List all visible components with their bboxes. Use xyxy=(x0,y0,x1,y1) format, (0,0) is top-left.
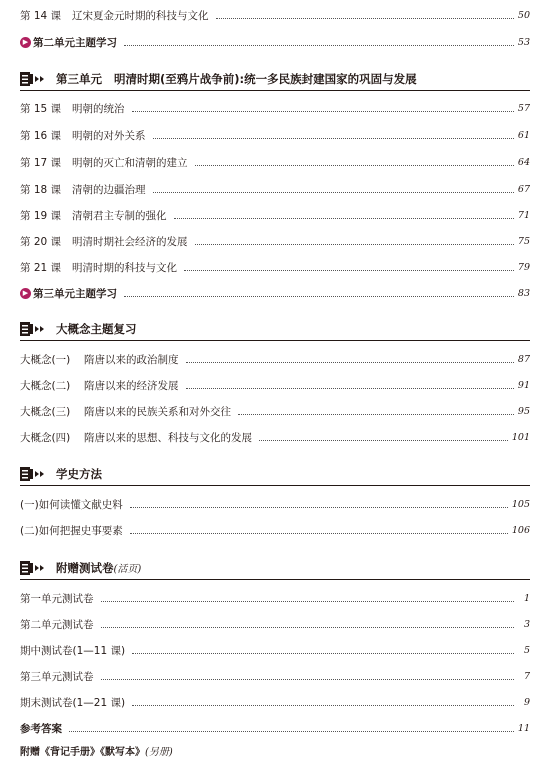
toc-entry-title xyxy=(20,208,170,223)
toc-entry-title xyxy=(20,128,149,143)
toc-row-big-concept-2[interactable] xyxy=(20,376,530,394)
page-number: 101 xyxy=(511,431,530,443)
toc-entry-title: (一)如何读懂文献史料 xyxy=(20,498,123,511)
toc-entry-title xyxy=(20,35,120,50)
page-number: 3 xyxy=(523,618,530,630)
page-number: 64 xyxy=(517,156,530,168)
toc-entry-title xyxy=(20,352,182,367)
toc-entry-title: 第二单元测试卷 xyxy=(20,618,94,631)
lesson-number: 第 18 课 xyxy=(20,183,62,196)
concept-number: 大概念(三) xyxy=(20,405,71,418)
concept-number: 大概念(二) xyxy=(20,379,71,392)
dot-leader xyxy=(238,413,514,415)
lesson-number: 第 19 课 xyxy=(20,209,62,222)
section-title xyxy=(56,71,417,87)
dot-leader xyxy=(101,600,515,602)
section-title: 大概念主题复习 xyxy=(56,322,137,336)
page-number: 7 xyxy=(523,670,530,682)
lesson-title: 明清时期的科技与文化 xyxy=(72,261,177,274)
review-arrow-icon: ▶ xyxy=(20,37,31,48)
lesson-number: 第 21 课 xyxy=(20,261,62,274)
dot-leader xyxy=(174,217,514,219)
toc-row-unit3-review[interactable] xyxy=(20,284,530,302)
dot-leader xyxy=(132,652,514,654)
supplement-text: 附赠《背记手册》《默写本》 xyxy=(20,747,145,758)
toc-entry-title: 期末测试卷(1—21 课) xyxy=(20,696,126,709)
concept-number: 大概念(一) xyxy=(20,353,71,366)
page-number: 9 xyxy=(523,696,530,708)
dot-leader xyxy=(186,361,514,363)
toc-entry-title xyxy=(20,260,180,275)
lesson-title: 明朝的灭亡和清朝的建立 xyxy=(72,156,188,169)
toc-row-test-2[interactable] xyxy=(20,615,530,633)
book-arrow-icon xyxy=(20,560,46,576)
book-arrow-icon xyxy=(20,71,46,87)
lesson-title: 明朝的对外关系 xyxy=(72,129,146,142)
page-number: 67 xyxy=(517,183,530,195)
page-number: 50 xyxy=(517,9,530,21)
toc-row-big-concept-1[interactable] xyxy=(20,350,530,368)
toc-row-lesson-20[interactable] xyxy=(20,232,530,250)
dot-leader xyxy=(132,110,514,112)
toc-entry-title xyxy=(20,101,128,116)
toc-entry-title xyxy=(20,155,191,170)
book-arrow-icon xyxy=(20,321,46,337)
toc-entry-title xyxy=(20,286,120,301)
section-header-unit3 xyxy=(20,68,530,91)
toc-entry-title: 参考答案 xyxy=(20,722,62,735)
concept-title: 隋唐以来的民族关系和对外交往 xyxy=(84,405,231,418)
concept-number: 大概念(四) xyxy=(20,431,71,444)
toc-entry-title xyxy=(20,234,191,249)
concept-title: 隋唐以来的思想、科技与文化的发展 xyxy=(84,431,252,444)
section-header-big-concepts xyxy=(20,318,530,341)
section-title: 学史方法 xyxy=(56,467,102,481)
dot-leader xyxy=(195,164,514,166)
tests-title: 附赠测试卷 xyxy=(56,561,114,575)
toc-row-big-concept-3[interactable] xyxy=(20,402,530,420)
toc-row-test-1[interactable] xyxy=(20,589,530,607)
lesson-number: 第 14 课 xyxy=(20,9,62,22)
toc-entry-title: 第三单元测试卷 xyxy=(20,670,94,683)
page-number: 75 xyxy=(517,235,530,247)
dot-leader xyxy=(124,295,514,297)
lesson-number: 第 16 课 xyxy=(20,129,62,142)
lesson-title: 明朝的统治 xyxy=(72,102,125,115)
book-arrow-icon xyxy=(20,466,46,482)
page-number: 1 xyxy=(523,592,530,604)
dot-leader xyxy=(186,387,514,389)
section-header-tests xyxy=(20,557,530,580)
toc-entry-title xyxy=(20,182,149,197)
toc-row-method-2[interactable] xyxy=(20,521,530,539)
page-number: 71 xyxy=(517,209,530,221)
page-number: 83 xyxy=(517,287,530,299)
toc-row-test-4[interactable] xyxy=(20,667,530,685)
dot-leader xyxy=(259,439,508,441)
page-number: 91 xyxy=(517,379,530,391)
unit-title: 明清时期(至鸦片战争前):统一多民族封建国家的巩固与发展 xyxy=(114,72,417,86)
dot-leader xyxy=(216,17,514,19)
toc-entry-title: (二)如何把握史事要素 xyxy=(20,524,123,537)
dot-leader xyxy=(69,730,514,732)
concept-title: 隋唐以来的政治制度 xyxy=(84,353,179,366)
dot-leader xyxy=(124,44,514,46)
page-number: 5 xyxy=(523,644,530,656)
toc-entry-title xyxy=(20,430,255,445)
toc-row-lesson-17[interactable] xyxy=(20,153,530,171)
page-number: 105 xyxy=(511,498,530,510)
toc-entry-title: 期中测试卷(1—11 课) xyxy=(20,644,126,657)
page-number: 53 xyxy=(517,36,530,48)
toc-row-lesson-16[interactable] xyxy=(20,126,530,144)
toc-row-lesson-15[interactable] xyxy=(20,99,530,117)
toc-row-answers[interactable] xyxy=(20,719,530,737)
page-number: 87 xyxy=(517,353,530,365)
dot-leader xyxy=(153,137,514,139)
tests-suffix: (活页) xyxy=(113,564,142,575)
page-number: 57 xyxy=(517,102,530,114)
supplement-suffix: (另册) xyxy=(145,747,173,758)
toc-entry-title: 第一单元测试卷 xyxy=(20,592,94,605)
review-title: 第二单元主题学习 xyxy=(33,36,117,49)
section-title xyxy=(56,560,141,576)
concept-title: 隋唐以来的经济发展 xyxy=(84,379,179,392)
review-title: 第三单元主题学习 xyxy=(33,287,117,300)
supplement-note xyxy=(20,743,173,758)
lesson-title: 辽宋夏金元时期的科技与文化 xyxy=(72,9,209,22)
toc-row-lesson-18[interactable] xyxy=(20,180,530,198)
toc-row-method-1[interactable] xyxy=(20,495,530,513)
lesson-title: 清朝的边疆治理 xyxy=(72,183,146,196)
unit-number: 第三单元 xyxy=(56,72,102,86)
toc-row-lesson-21[interactable] xyxy=(20,258,530,276)
page-number: 95 xyxy=(517,405,530,417)
dot-leader xyxy=(130,532,508,534)
page-number: 106 xyxy=(511,524,530,536)
section-header-methods xyxy=(20,463,530,486)
lesson-number: 第 15 课 xyxy=(20,102,62,115)
toc-entry-title xyxy=(20,404,234,419)
lesson-title: 清朝君主专制的强化 xyxy=(72,209,167,222)
lesson-number: 第 17 课 xyxy=(20,156,62,169)
dot-leader xyxy=(130,506,508,508)
toc-row-test-3[interactable] xyxy=(20,641,530,659)
toc-row-unit2-review[interactable] xyxy=(20,33,530,51)
dot-leader xyxy=(101,626,515,628)
dot-leader xyxy=(184,269,514,271)
toc-row-big-concept-4[interactable] xyxy=(20,428,530,446)
toc-row-lesson-19[interactable] xyxy=(20,206,530,224)
page-number: 79 xyxy=(517,261,530,273)
toc-entry-title xyxy=(20,378,182,393)
lesson-title: 明清时期社会经济的发展 xyxy=(72,235,188,248)
toc-row-test-5[interactable] xyxy=(20,693,530,711)
dot-leader xyxy=(101,678,515,680)
lesson-number: 第 20 课 xyxy=(20,235,62,248)
review-arrow-icon: ▶ xyxy=(20,288,31,299)
page-number: 61 xyxy=(517,129,530,141)
dot-leader xyxy=(195,243,514,245)
dot-leader xyxy=(153,191,514,193)
toc-row-lesson-14[interactable] xyxy=(20,6,530,24)
toc-entry-title xyxy=(20,8,212,23)
dot-leader xyxy=(132,704,514,706)
page-number: 11 xyxy=(517,722,530,734)
